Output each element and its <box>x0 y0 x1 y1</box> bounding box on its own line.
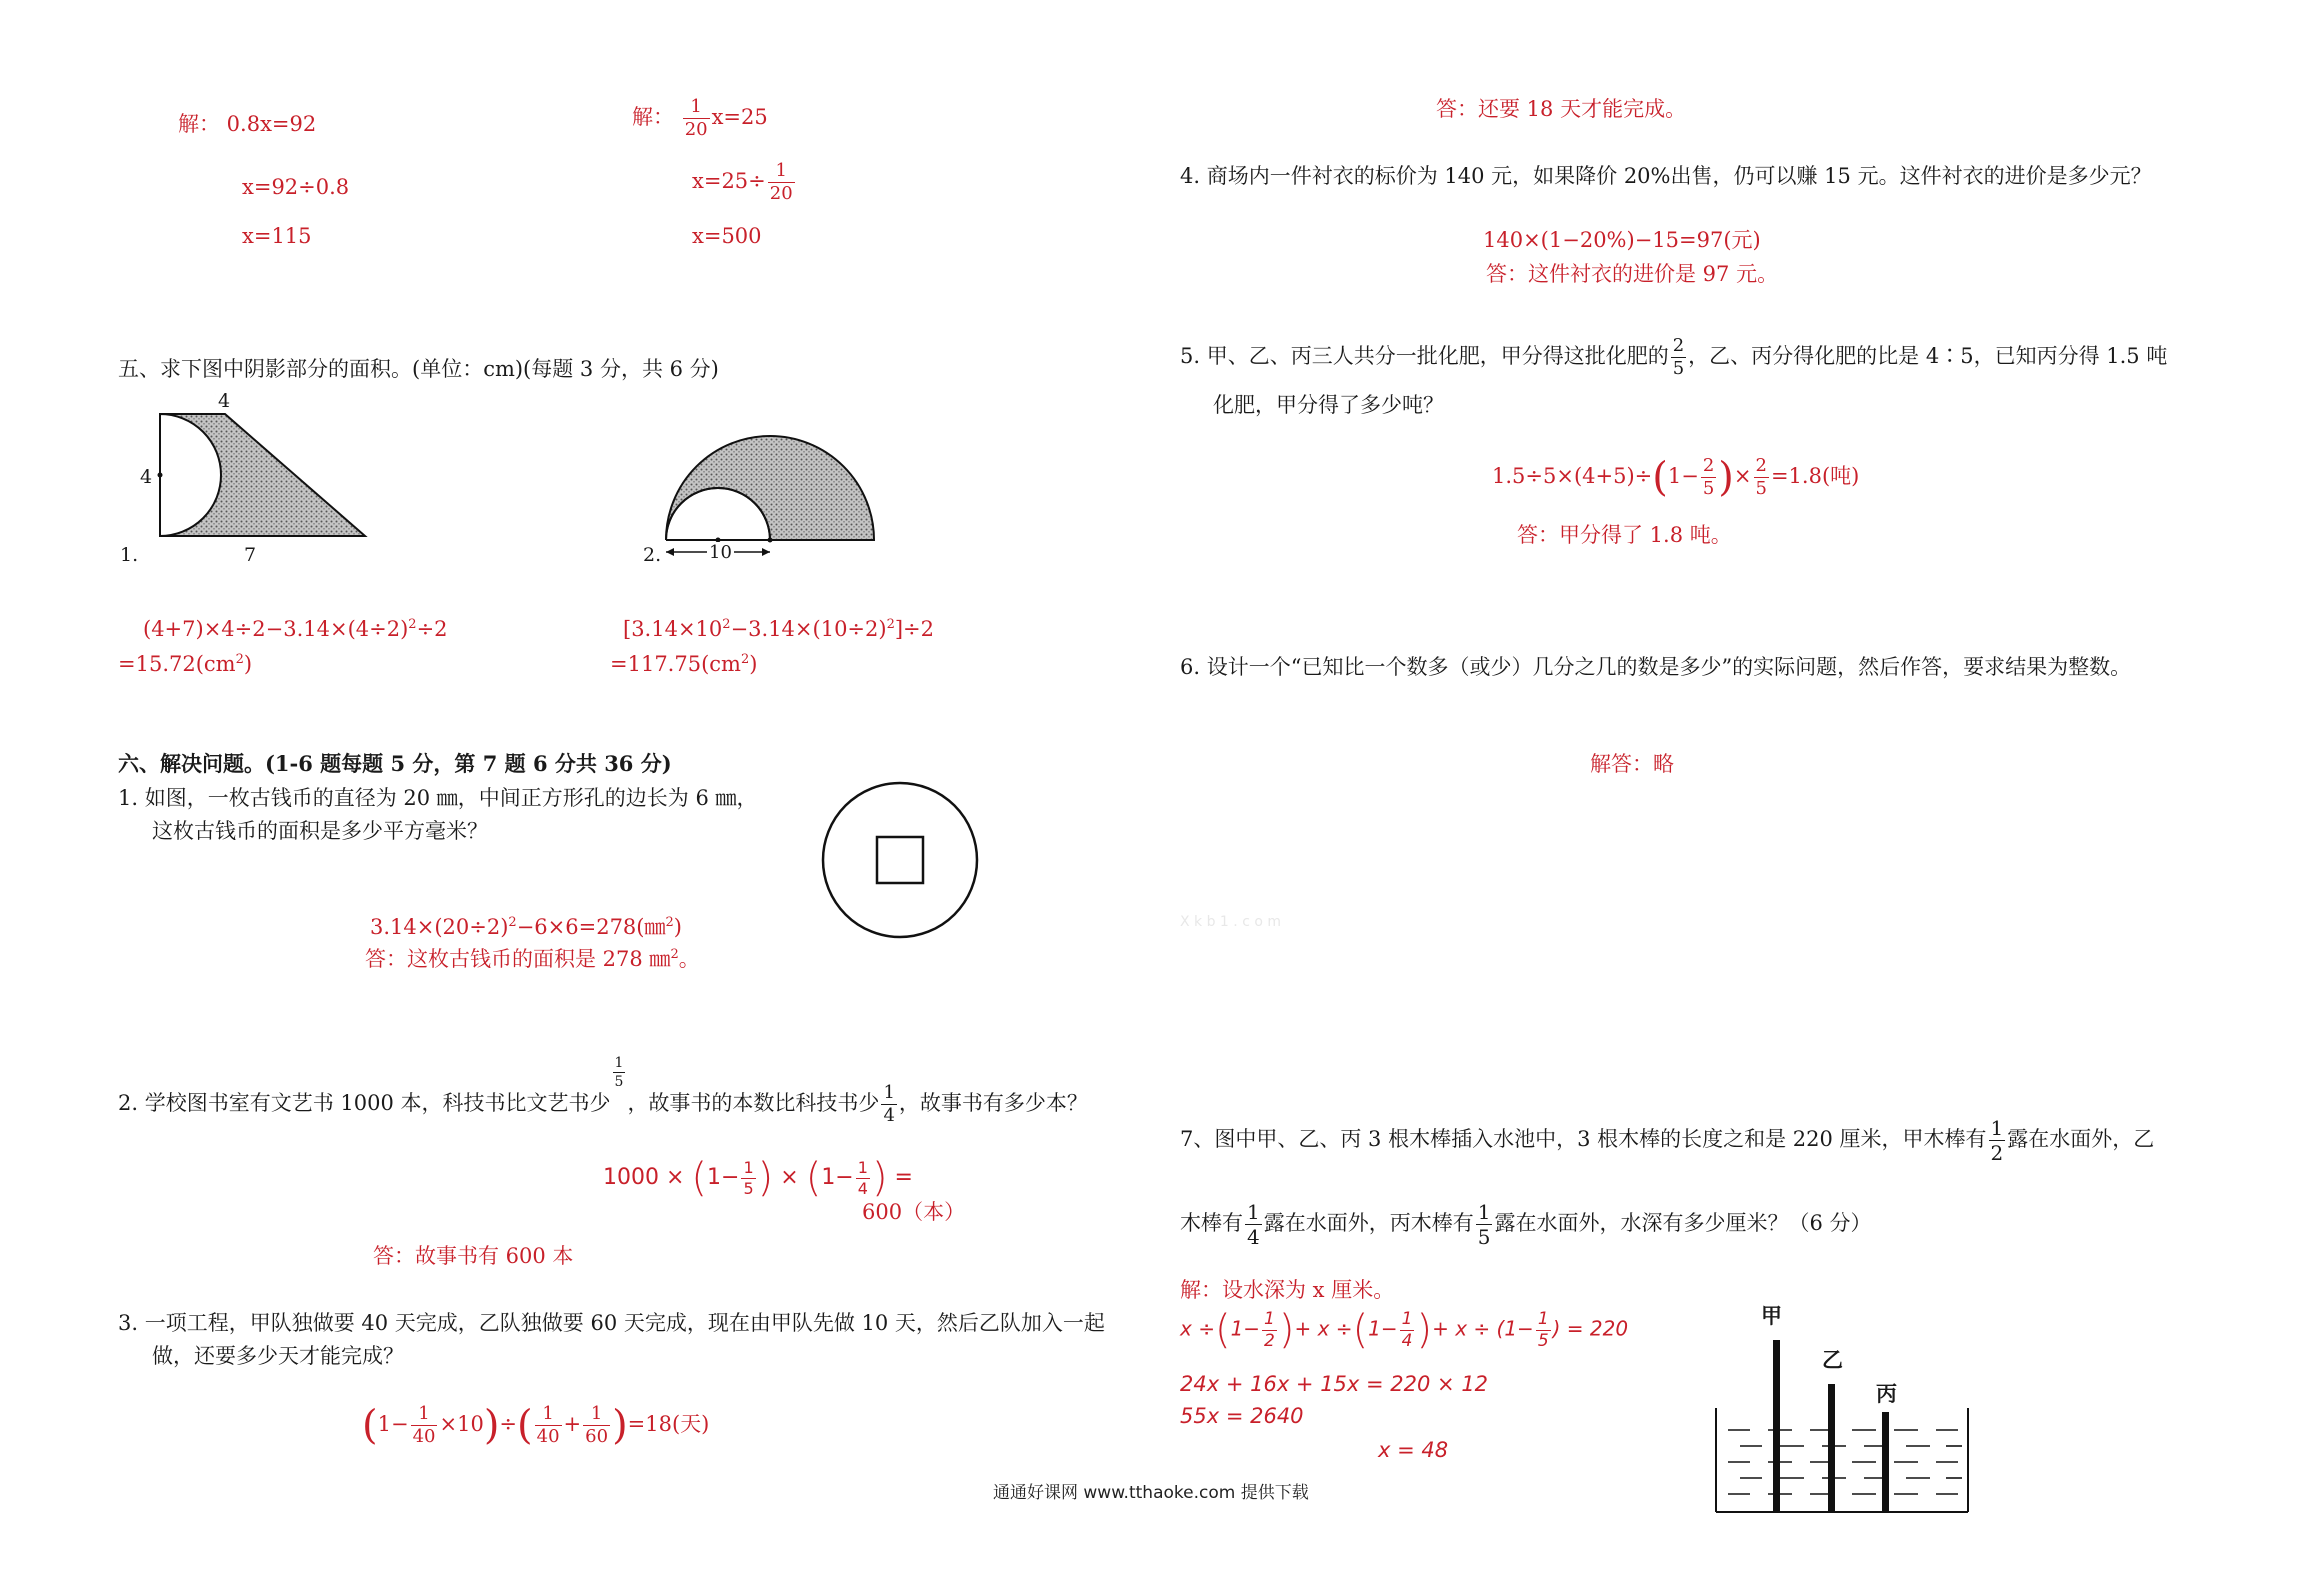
fraction: $\frac{1}{5}$ <box>743 1157 754 1198</box>
eq-right-line3: x=500 <box>692 224 762 248</box>
pole-label-jia: 甲 <box>1761 1304 1782 1328</box>
q7-text-line2: 木棒有 $\frac{1}{4}$ 露在水面外，丙木棒有 $\frac{1}{5}$ 露在水面外，水深有多少厘米？（6 分） <box>1180 1200 1872 1249</box>
pool-figure <box>1700 1290 1980 1520</box>
fig1-left-dim: 4 <box>140 466 153 488</box>
eq-left-line1: 解： 0.8x=92 <box>178 112 317 136</box>
fraction: $\frac{1}{20}$ <box>769 160 793 204</box>
q7-eq2: 24x + 16x + 15x = 220 × 12 <box>1180 1372 1489 1396</box>
fraction: $\frac{2}{5}$ <box>1755 455 1767 499</box>
fraction: $\frac{1}{2}$ <box>1264 1308 1275 1351</box>
q7-eq3: 55x = 2640 <box>1180 1404 1304 1428</box>
q5-text-line2: 化肥，甲分得了多少吨？ <box>1213 393 1444 417</box>
fig1-label: 1. <box>120 544 139 566</box>
q2-answer-result: 600（本） <box>862 1200 966 1224</box>
q2-answer-line2: 答：故事书有 600 本 <box>373 1244 574 1268</box>
pole-label-bing: 丙 <box>1876 1382 1897 1406</box>
fraction: $\frac{1}{4}$ <box>883 1082 895 1126</box>
q4-text: 4. 商场内一件衬衣的标价为 140 元，如果降价 20%出售，仍可以赚 15 元。这件衬衣的进价是多少元？ <box>1180 164 2152 188</box>
eq-right-line1: 解： $\frac{1}{20}$ x=25 <box>632 96 768 140</box>
eq-right-line2: x=25÷ $\frac{1}{20}$ <box>692 160 793 204</box>
pole-label-yi: 乙 <box>1822 1348 1843 1372</box>
fig2-answer-line1: $[3.14\times 10^2-3.14\times(10\div 2)^2]\div 2$ <box>623 617 935 641</box>
q4-answer-line2: 答：这件衬衣的进价是 97 元。 <box>1486 262 1779 286</box>
q7-text-line1: 7、图中甲、乙、丙 3 根木棒插入水池中，3 根木棒的长度之和是 220 厘米，甲木棒有 $\frac{1}{2}$ 露在水面外，乙 <box>1180 1116 2155 1165</box>
q3-final-answer: 答：还要 18 天才能完成。 <box>1436 97 1687 121</box>
q1-text-line2: 这枚古钱币的面积是多少平方毫米？ <box>152 819 488 843</box>
eq-left-line2: x=92÷0.8 <box>242 175 350 199</box>
figure1-trapezoid <box>150 400 380 550</box>
q4-answer-line1: 140×(1−20%)−15=97(元) <box>1483 228 1761 252</box>
q1-text-line1: 1. 如图，一枚古钱币的直径为 20 ㎜，中间正方形孔的边长为 6 ㎜， <box>118 786 758 810</box>
eq-left-line3: x=115 <box>242 224 312 248</box>
q6-answer: 解答：略 <box>1590 752 1674 776</box>
fraction: $\frac{1}{2}$ <box>1990 1116 2004 1165</box>
fraction: $\frac{2}{5}$ <box>1672 335 1685 379</box>
fraction: $\frac{1}{40}$ <box>536 1403 560 1447</box>
fig1-answer-line1: $(4+7)\times 4\div 2-3.14\times(4\div 2)^2\div 2$ <box>143 617 448 641</box>
section5-title: 五、求下图中阴影部分的面积。(单位：cm)(每题 3 分，共 6 分) <box>118 357 719 381</box>
fraction: $\frac{1}{60}$ <box>585 1403 609 1447</box>
q3-answer-expr: (1− $\frac{1}{40}$ ×10)÷( $\frac{1}{40}$ + $\frac{1}{60}$ )=18(天) <box>362 1402 710 1449</box>
q7-eq1: x ÷(1− $\frac{1}{2}$ )+ x ÷(1− $\frac{1}{4}$ )+ x ÷ (1− $\frac{1}{5}$ ) = 220 <box>1180 1307 1629 1353</box>
q5-answer-line2: 答：甲分得了 1.8 吨。 <box>1517 523 1732 547</box>
fig2-label: 2. <box>643 544 662 566</box>
q2-text: 2. 学校图书室有文艺书 1000 本，科技书比文艺书少 $\frac{1}{5}$ ，故事书的本数比科技书少 $\frac{1}{4}$ ，故事书有多少本？ <box>118 1055 1088 1126</box>
q2-answer-expr: 1000 × (1− $\frac{1}{5}$ ) × (1− $\frac{1}{4}$ ) = <box>603 1155 913 1201</box>
fraction: $\frac{1}{5}$ <box>1537 1308 1549 1351</box>
eq-right-jie: 解： <box>632 105 674 129</box>
fraction: $\frac{1}{5}$ <box>614 1055 624 1090</box>
q7-eq4: x = 48 <box>1378 1438 1449 1462</box>
coin-figure <box>820 780 980 940</box>
q3-text-line1: 3. 一项工程，甲队独做要 40 天完成，乙队独做要 60 天完成，现在由甲队先做 10 天，然后乙队加入一起 <box>118 1311 1105 1335</box>
q5-text-line1: 5. 甲、乙、丙三人共分一批化肥，甲分得这批化肥的 $\frac{2}{5}$ ，乙、丙分得化肥的比是 4∶5，已知丙分得 1.5 吨 <box>1180 335 2168 379</box>
fraction: $\frac{1}{4}$ <box>1401 1308 1413 1351</box>
footer-source: 通通好课网 www.tthaoke.com 提供下载 <box>993 1483 1309 1503</box>
q7-jie: 解：设水深为 x 厘米。 <box>1180 1278 1395 1302</box>
fig1-top-dim: 4 <box>218 390 231 412</box>
q5-answer-expr: 1.5÷5×(4+5)÷(1− $\frac{2}{5}$ )× $\frac{2}{5}$ =1.8(吨) <box>1492 454 1860 501</box>
q6-text: 6. 设计一个“已知比一个数多（或少）几分之几的数是多少”的实际问题，然后作答，要求结果为整数。 <box>1180 655 2132 679</box>
q1-answer-line1: $3.14\times(20\div 2)^2-6\times 6=278(㎜^2)$ <box>370 915 682 939</box>
fraction: $\frac{1}{40}$ <box>412 1403 436 1447</box>
q1-answer-line2: 答：这枚古钱币的面积是 278 ㎜$^2$。 <box>365 947 700 971</box>
fraction: $\frac{1}{4}$ <box>1247 1200 1260 1249</box>
fraction: $\frac{2}{5}$ <box>1702 455 1715 499</box>
section6-title: 六、解决问题。(1-6 题每题 5 分，第 7 题 6 分共 36 分) <box>118 751 672 776</box>
watermark-text: X k b 1 . c o m <box>1180 914 1281 930</box>
fig1-answer-line2: $=15.72(cm^2)$ <box>118 652 253 676</box>
fig2-answer-line2: $=117.75(cm^2)$ <box>610 652 758 676</box>
fraction: $\frac{1}{20}$ <box>684 96 708 140</box>
pattern-defs <box>0 0 1 1</box>
q3-text-line2: 做，还要多少天才能完成？ <box>152 1344 404 1368</box>
fig2-dim: 10 <box>709 542 732 563</box>
fraction: $\frac{1}{4}$ <box>857 1157 868 1198</box>
fig1-bottom-dim: 7 <box>244 544 257 566</box>
figure2-semi-annulus <box>655 428 895 558</box>
fraction: $\frac{1}{5}$ <box>1477 1200 1491 1249</box>
